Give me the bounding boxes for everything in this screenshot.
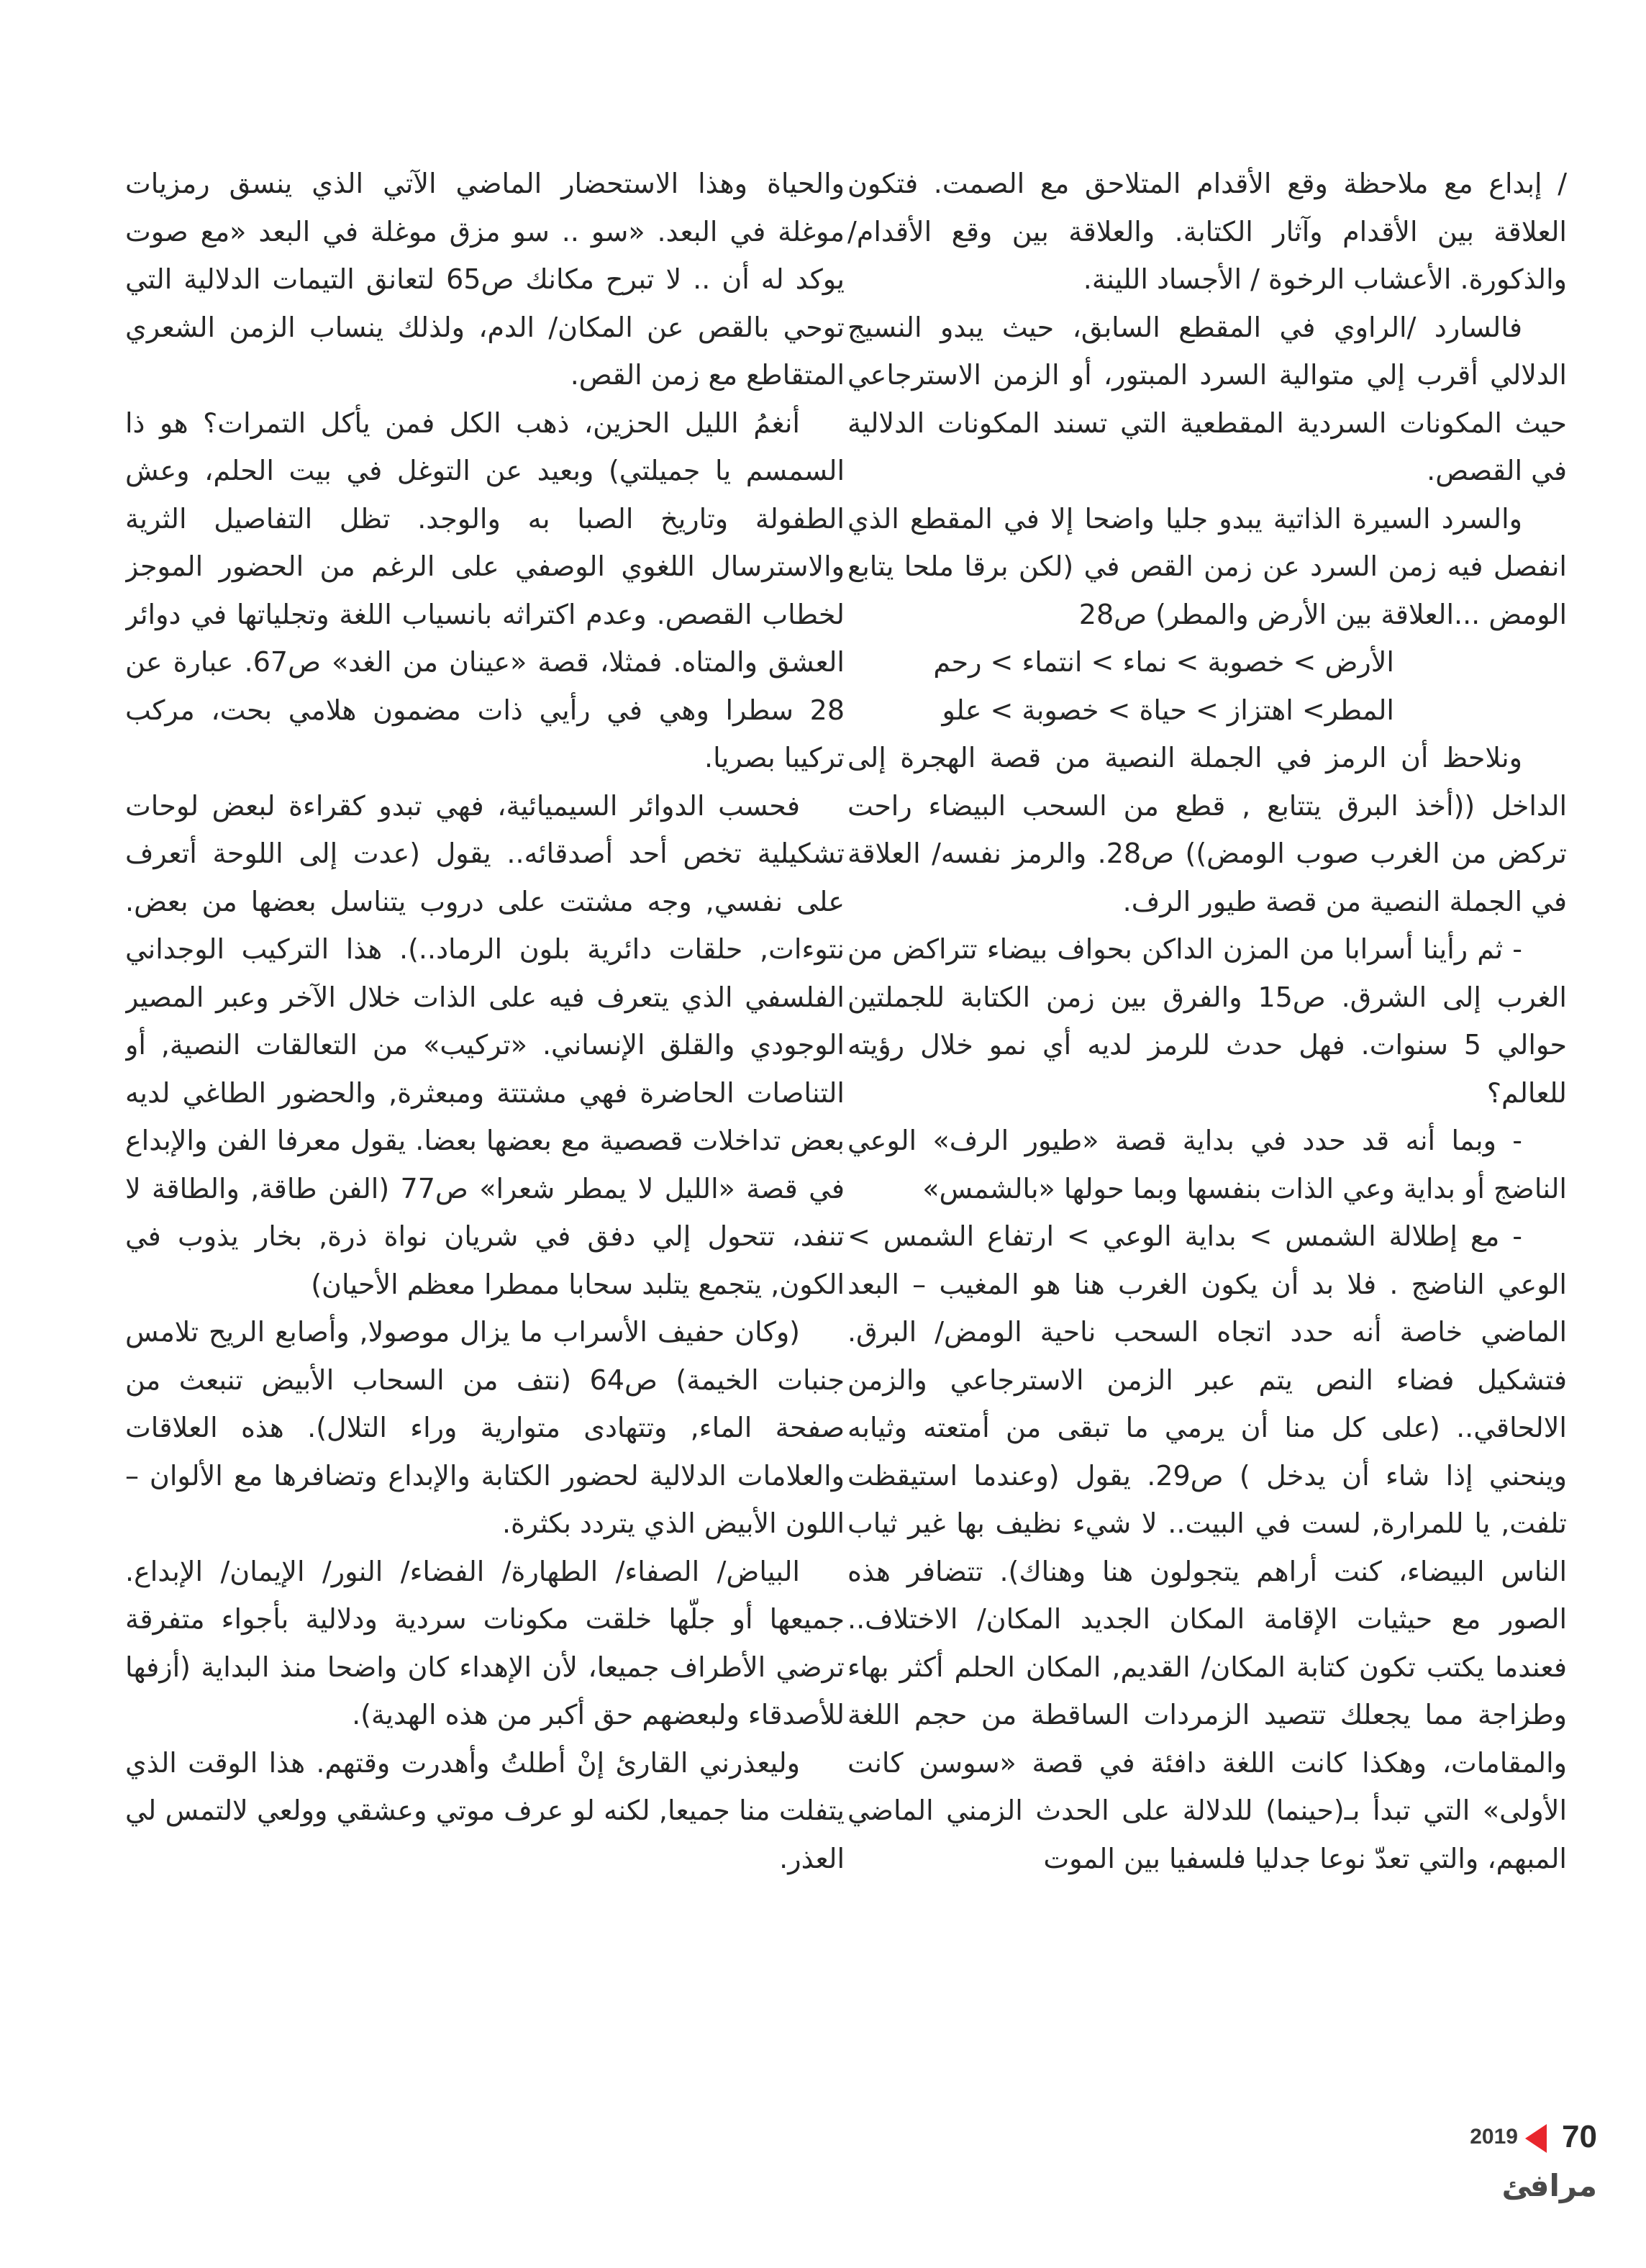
article-column-right — [847, 160, 1567, 2016]
page-footer — [1295, 2118, 1597, 2233]
issue-year: 2019 — [1470, 2125, 1518, 2149]
magazine-logo: مرافئ — [1501, 2168, 1597, 2203]
paragraph: والحياة وهذا الاستحضار الماضي الآتي الذي ينسق رمزيات موغلة في البعد. «سو .. سو مزق موغلة في البعد «مع صوت يوكد له أن .. لا تبرح مكانك ص65 لتعانق التيمات الدلالية التي توحي بالقص عن المكان/ الدم، ولذلك ينساب الزمن الشعري المتقاطع مع زمن القص. — [125, 168, 845, 391]
paragraph: - مع إطلالة الشمس > بداية الوعي > ارتفاع الشمس > الوعي الناضج . فلا بد أن يكون الغرب هنا هو المغيب – البعد الماضي خاصة أنه حدد اتجاه السحب ناحية الومض/ البرق. فتشكيل فضاء النص يتم عبر الزمن الاسترجاعي والزمن الالحاقي.. (على كل منا أن يرمي ما تبقى من أمتعته وثيابه وينحني إذا شاء أن يدخل ) ص29. يقول (وعندما استيقظت تلفت, يا للمرارة, لست في البيت.. لا شيء نظيف بها غير ثياب الناس البيضاء، كنت أراهم يتجولون هنا وهناك). تتضافر هذه الصور مع حيثيات الإقامة المكان الجديد المكان/ الاختلاف.. فعندما يكتب تكون كتابة المكان/ القديم, المكان الحلم أكثر بهاء وطزاجة مما يجعلك تتصيد الزمردات الساقطة من حجم اللغة والمقامات، وهكذا كانت اللغة دافئة في قصة «سوسن كانت الأولى» التي تبدأ بـ(حينما) للدلالة على الحدث الزمني الماضي المبهم، والتي تعدّ نوعا جدليا فلسفيا بين الموت — [847, 1220, 1567, 1874]
paragraph: وليعذرني القارئ إنْ أطلتُ وأهدرت وقتهم. هذا الوقت الذي يتفلت منا جميعا, لكنه لو عرف موتي وعشقي وولعي لالتمس لي العذر. — [125, 1746, 845, 1874]
paragraph: أنغمُ الليل الحزين، ذهب الكل فمن يأكل التمرات؟ هو ذا السمسم يا جميلتي) وبعيد عن التوغل في بيت الحلم، وعش الطفولة وتاريخ الصبا به والوجد. تظل التفاصيل الثرية والاسترسال اللغوي الوصفي على الرغم من الحضور الموجز لخطاب القصص. وعدم اكتراثه بانسياب اللغة وتجلياتها في دوائر العشق والمتاه. فمثلا، قصة «عينان من الغد» ص67. عبارة عن 28 سطرا وهي في رأيي ذات مضمون هلامي بحت، مركب تركيبا بصريا. — [125, 407, 845, 774]
paragraph: والسرد السيرة الذاتية يبدو جليا واضحا إلا في المقطع الذي انفصل فيه زمن السرد عن زمن القص في (لكن برقا ملحا يتابع الومض ...العلاقة بين الأرض والمطر) ص28 — [847, 502, 1567, 630]
symbol-chain: المطر> اهتزاز > حياة > خصوبة > علو — [942, 694, 1394, 726]
symbol-chain: الأرض > خصوبة > نماء > انتماء > رحم — [933, 646, 1394, 678]
page-number: 70 — [1562, 2119, 1597, 2154]
paragraph: البياض/ الصفاء/ الطهارة/ الفضاء/ النور/ الإيمان/ الإبداع. جميعها أو جلّها خلقت مكونات سردية ودلالية بأجواء متفرقة ترضي الأطراف جميعا، لأن الإهداء كان واضحا منذ البداية (أزفها للأصدقاء ولبعضهم حق أكبر من هذه الهدية). — [125, 1555, 845, 1731]
paragraph: فالسارد /الراوي في المقطع السابق، حيث يبدو النسيج الدلالي أقرب إلي متوالية السرد المبتور، أو الزمن الاسترجاعي حيث المكونات السردية المقطعية التي تسند المكونات الدلالية في القصص. — [847, 311, 1567, 486]
paragraph: / إبداع مع ملاحظة وقع الأقدام المتلاحق مع الصمت. فتكون العلاقة بين الأقدام وآثار الكتابة. والعلاقة بين وقع الأقدام/ والذكورة. الأعشاب الرخوة / الأجساد اللينة. — [847, 168, 1567, 295]
paragraph: فحسب الدوائر السيميائية، فهي تبدو كقراءة لبعض لوحات تشكيلية تخص أحد أصدقائه.. يقول (عدت إلى اللوحة أتعرف على نفسي, وجه مشتت على دروب يتناسل بعضها من بعض. نتوءات, حلقات دائرية بلون الرماد..). هذا التركيب الوجداني الفلسفي الذي يتعرف فيه على الذات خلال الآخر وعبر المصير الوجودي والقلق الإنساني. «تركيب» من التعالقات النصية, أو التناصات الحاضرة فهي مشتتة ومبعثرة, والحضور الطاغي لديه بعض تداخلات قصصية مع بعضها بعضا. يقول معرفا الفن والإبداع في قصة «الليل لا يمطر شعرا» ص77 (الفن طاقة, والطاقة لا تنفد، تتحول إلي دفق في شريان نواة ذرة, بخار يذوب في الكون, يتجمع يتلبد سحابا ممطرا معظم الأحيان) — [125, 789, 845, 1300]
paragraph: - وبما أنه قد حدد في بداية قصة «طيور الرف» الوعي الناضج أو بداية وعي الذات بنفسها وبما حولها «بالشمس» — [847, 1125, 1567, 1205]
article-column-left — [125, 160, 845, 2016]
paragraph: - ثم رأينا أسرابا من المزن الداكن بحواف بيضاء تتراكض من الغرب إلى الشرق. ص15 والفرق بين زمن الكتابة للجملتين حوالي 5 سنوات. فهل حدث للرمز لديه أي نمو خلال رؤيته للعالم؟ — [847, 933, 1567, 1109]
paragraph: (وكان حفيف الأسراب ما يزال موصولا, وأصابع الريح تلامس جنبات الخيمة) ص64 (نتف من السحاب الأبيض تنبعث من صفحة الماء, وتتهادى متوارية وراء التلال). هذه العلاقات والعلامات الدلالية لحضور الكتابة والإبداع وتضافرها مع الألوان – اللون الأبيض الذي يتردد بكثرة. — [125, 1316, 845, 1539]
paragraph: ونلاحظ أن الرمز في الجملة النصية من قصة الهجرة إلى الداخل ((أخذ البرق يتتابع , قطع من السحب البيضاء راحت تركض من الغرب صوب الومض)) ص28. والرمز نفسه/ العلاقة في الجملة النصية من قصة طيور الرف. — [847, 742, 1567, 917]
triangle-marker-icon — [1525, 2124, 1547, 2153]
